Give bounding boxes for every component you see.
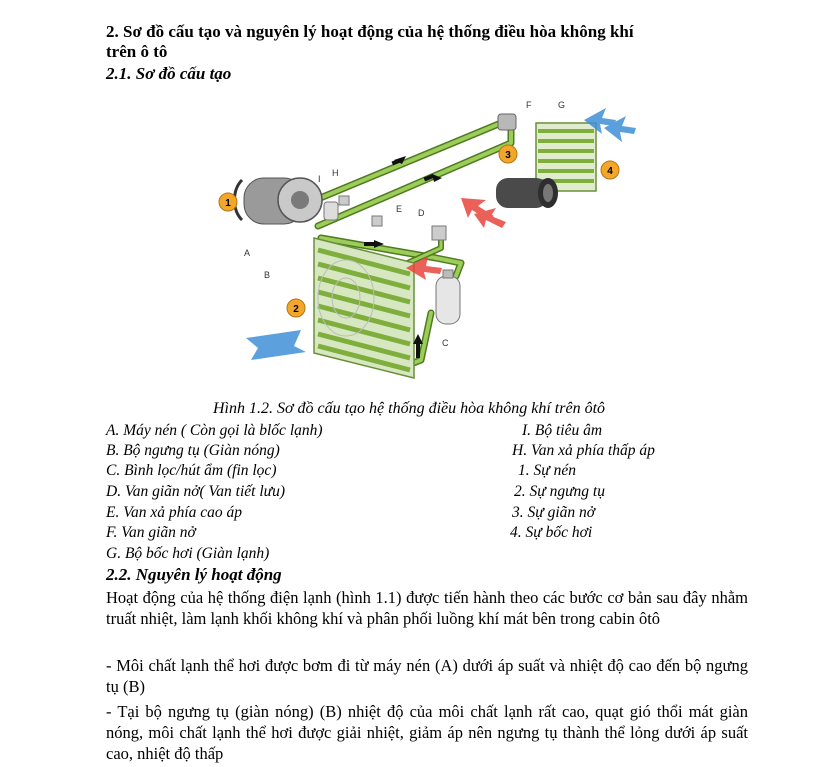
section-heading-line2: trên ô tô xyxy=(106,42,168,61)
legend-item: F. Van giãn nở xyxy=(106,524,196,541)
body-paragraph: - Tại bộ ngưng tụ (giàn nóng) (B) nhiệt độ của môi chất lạnh rất cao, quạt gió thổi mát giàn nóng, môi chất lạnh thể hơi được giải nhiệt, giảm áp nên ngưng tụ thành thể lỏng dưới áp suất cao, nhiệt độ thấp xyxy=(106,702,748,763)
legend-item: A. Máy nén ( Còn gọi là blốc lạnh) xyxy=(106,422,323,439)
label-e: E xyxy=(396,204,403,214)
condenser-coil xyxy=(314,238,414,378)
step-badge-2 xyxy=(287,299,305,317)
muffler xyxy=(324,202,338,220)
compressor xyxy=(235,178,323,224)
legend-item: E. Van xả phía cao áp xyxy=(106,504,243,521)
step-badge-3 xyxy=(499,145,517,163)
label-h: H xyxy=(332,168,339,178)
legend-item: H. Van xả phía thấp áp xyxy=(512,442,655,459)
label-g: G xyxy=(558,100,566,110)
label-b: B xyxy=(264,270,271,280)
low-side-valve xyxy=(339,196,349,205)
svg-text:1: 1 xyxy=(225,198,231,209)
legend-item: C. Bình lọc/hút ẩm (fin lọc) xyxy=(106,462,277,479)
receiver-drier xyxy=(436,270,460,324)
legend-item: D. Van giãn nở( Van tiết lưu) xyxy=(106,483,286,500)
legend-item: I. Bộ tiêu âm xyxy=(522,422,603,439)
subsection-heading-principle: 2.2. Nguyên lý hoạt động xyxy=(106,565,282,584)
step-badge-1 xyxy=(219,193,237,211)
subsection-heading-structure: 2.1. Sơ đồ cấu tạo xyxy=(106,64,232,83)
svg-text:3: 3 xyxy=(505,150,511,161)
svg-text:4: 4 xyxy=(607,166,613,177)
legend-item: 4. Sự bốc hơi xyxy=(510,524,593,541)
step-badge-4 xyxy=(601,161,619,179)
blower-fan xyxy=(496,178,558,208)
expansion-valve-f xyxy=(498,114,516,130)
legend-item: G. Bộ bốc hơi (Giàn lạnh) xyxy=(106,545,270,562)
legend-item: 2. Sự ngưng tụ xyxy=(514,483,605,500)
label-i: I xyxy=(318,174,321,184)
high-side-valve xyxy=(372,216,382,226)
section-heading-line1: 2. Sơ đồ cấu tạo và nguyên lý hoạt động của hệ thống điều hòa không khí xyxy=(106,22,634,41)
label-c: C xyxy=(442,338,449,348)
label-f: F xyxy=(526,100,532,110)
legend-item: 1. Sự nén xyxy=(518,462,576,479)
legend-item: B. Bộ ngưng tụ (Giàn nóng) xyxy=(106,442,280,459)
body-paragraph: - Môi chất lạnh thể hơi được bơm đi từ máy nén (A) dưới áp suất và nhiệt độ cao đến bộ ngưng tụ (B) xyxy=(106,656,748,696)
label-a: A xyxy=(244,248,251,258)
legend-item: 3. Sự giãn nở xyxy=(512,504,596,521)
svg-text:2: 2 xyxy=(293,304,299,315)
body-paragraph: Hoạt động của hệ thống điện lạnh (hình 1.1) được tiến hành theo các bước cơ bản sau đây nhằm truất nhiệt, làm lạnh khối không khí và phân phối luồng khí mát bên trong cabin ôtô xyxy=(106,588,748,628)
label-d: D xyxy=(418,208,425,218)
section-heading xyxy=(106,22,756,62)
figure-caption: Hình 1.2. Sơ đồ cấu tạo hệ thống điều hòa không khí trên ôtô xyxy=(212,400,606,417)
expansion-valve-d xyxy=(432,226,446,240)
ac-system-diagram xyxy=(206,98,646,398)
